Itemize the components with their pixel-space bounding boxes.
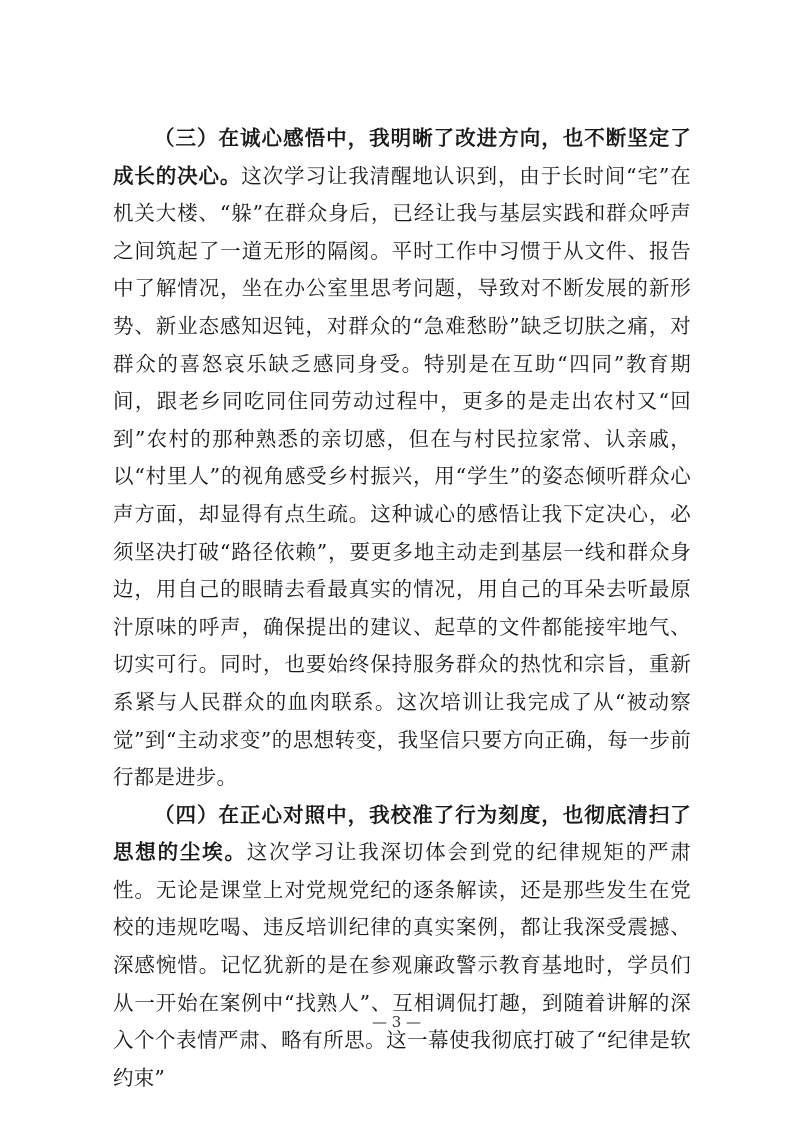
paragraph-three: [113, 120, 691, 797]
paragraph-four: [113, 797, 691, 1098]
paragraph-four-text: 这次学习让我深切体会到党的纪律规矩的严肃性。无论是课堂上对党规党纪的逐条解读，还是那些发生在党校的违规吃喝、违反培训纪律的真实案例，都让我深受震撼、深感惋惜。记忆犹新的是在参观廉政警示教育基地时，学员们从一开始在案例中“找熟人”、互相调侃打趣，到随着讲解的深入个个表情严肃、略有所思。这一幕使我彻底打破了“纪律是软约束”: [113, 840, 692, 1090]
paragraph-four-heading: （四）在正心对照中，我校准了行为刻度，也彻底清扫了思想的尘埃。: [113, 802, 691, 865]
paragraph-three-heading: （三）在诚心感悟中，我明晰了改进方向，也不断坚定了成长的决心。: [113, 126, 691, 188]
page-body: [113, 120, 691, 1097]
paragraph-three-text: 这次学习让我清醒地认识到，由于长时间“宅”在机关大楼、“躲”在群众身后，已经让我与基层实践和群众呼声之间筑起了一道无形的隔阂。平时工作中习惯于从文件、报告中了解情况，坐在办公室里思考问题，导致对不断发展的新形势、新业态感知迟钝，对群众的“急难愁盼”缺乏切肤之痛，对群众的喜怒哀乐缺乏感同身受。特别是在互助“四同”教育期间，跟老乡同吃同住同劳动过程中，更多的是走出农村又“回到”农村的那种熟悉的亲切感，但在与村民拉家常、认亲戚，以“村里人”的视角感受乡村振兴，用“学生”的姿态倾听群众心声方面，却显得有点生疏。这种诚心的感悟让我下定决心，必须坚决打破“路径依赖”，要更多地主动走到基层一线和群众身边，用自己的眼睛去看最真实的情况，用自己的耳朵去听最原汁原味的呼声，确保提出的建议、起草的文件都能接牢地气、切实可行。同时，也要始终保持服务群众的热忱和宗旨，重新系紧与人民群众的血肉联系。这次培训让我完成了从“被动察觉”到“主动求变”的思想转变，我坚信只要方向正确，每一步前行都是进步。: [113, 163, 691, 790]
page-number: — 3 —: [371, 1013, 422, 1031]
